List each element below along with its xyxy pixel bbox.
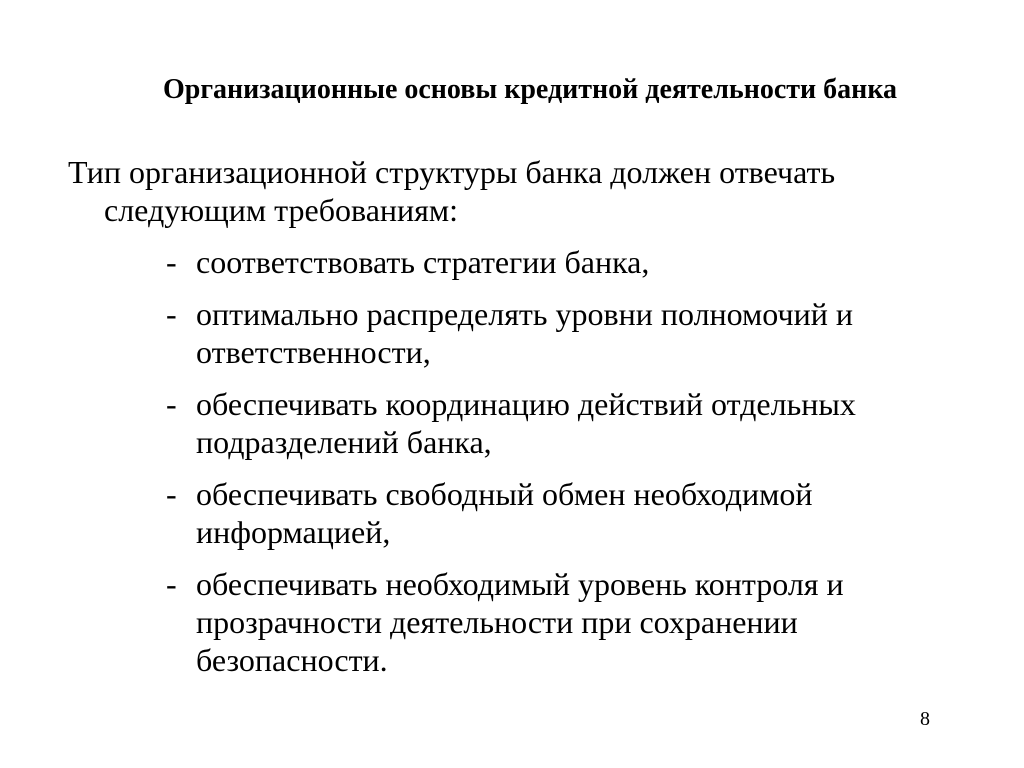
list-item-text: обеспечивать координацию действий отдельных подразделений банка, [196, 386, 856, 460]
list-item [166, 295, 966, 371]
list-item-text: обеспечивать необходимый уровень контроля и прозрачности деятельности при сохранении безопасности. [196, 566, 844, 678]
requirements-list [166, 243, 966, 693]
bullet-dash: - [166, 566, 177, 602]
page-number: 8 [920, 708, 930, 730]
list-item [166, 475, 966, 551]
list-item-text: соответствовать стратегии банка, [196, 244, 650, 280]
intro-paragraph: Тип организационной структуры банка должен отвечать следующим требованиям: [68, 154, 836, 228]
bullet-dash: - [166, 296, 177, 332]
list-item-text: оптимально распределять уровни полномочий и ответственности, [196, 296, 853, 370]
list-item [166, 385, 966, 461]
list-item [166, 243, 966, 281]
bullet-dash: - [166, 386, 177, 422]
list-item [166, 565, 966, 679]
bullet-dash: - [166, 244, 177, 280]
slide-title: Организационные основы кредитной деятельности банка [162, 74, 898, 105]
bullet-dash: - [166, 476, 177, 512]
list-item-text: обеспечивать свободный обмен необходимой информацией, [196, 476, 813, 550]
